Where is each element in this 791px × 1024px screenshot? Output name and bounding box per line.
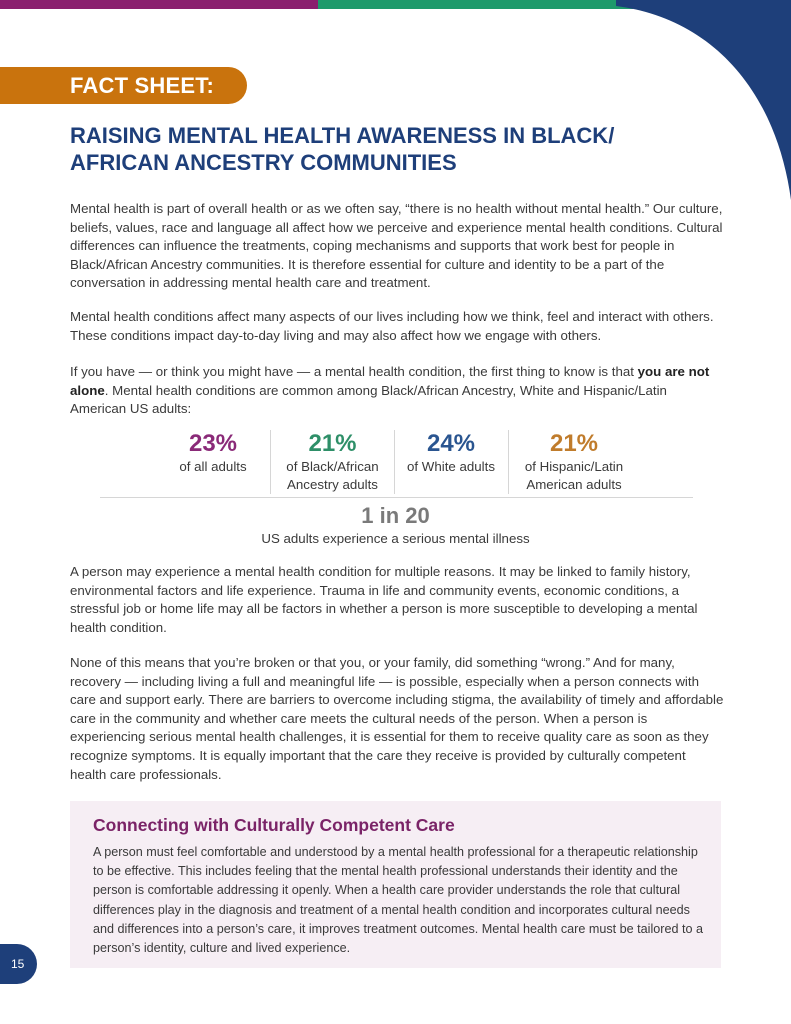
callout-title: Connecting with Culturally Competent Care	[93, 815, 455, 835]
title-line-1: RAISING MENTAL HEALTH AWARENESS IN BLACK/	[70, 123, 615, 148]
not-alone-text-start: If you have — or think you might have — a mental health condition, the first thing to know is that	[70, 364, 634, 379]
intro-paragraph: Mental health is part of overall health or as we often say, “there is no health without mental health.” Our culture, beliefs, values, race and language all affect how we perceive and experience mental health conditions. Cultural differences can influence the treatments, coping mechanisms and supports that work best for people in Black/African Ancestry communities. It is therefore essential for culture and identity to be a part of the conversation in addressing mental health care and treatment.	[70, 201, 723, 291]
stat-label: of Hispanic/Latin	[524, 459, 624, 474]
stats-divider	[100, 497, 693, 498]
not-alone-text-end: . Mental health conditions are common among Black/African Ancestry, White and Hispanic/Latin American US adults:	[70, 382, 667, 417]
stat-value: 24%	[426, 430, 476, 457]
conditions-paragraph: Mental health conditions affect many aspects of our lives including how we think, feel and interact with others. These conditions impact day-to-day living and may also affect how we engage with others.	[70, 309, 714, 343]
not-alone-paragraph	[70, 363, 725, 419]
not-alone-emphasis: you are not alone	[70, 364, 710, 398]
stat-black-african-adults	[272, 430, 393, 494]
serious-illness-stat: 1 in 20	[361, 503, 430, 528]
culturally-competent-care-callout	[70, 801, 721, 968]
stat-label-line-2: American adults	[526, 477, 622, 492]
page-title	[70, 122, 680, 176]
prevalence-stats	[158, 430, 638, 494]
stat-divider	[270, 430, 271, 494]
stat-white-adults	[395, 430, 507, 476]
fact-sheet-banner: FACT SHEET:	[0, 67, 247, 104]
serious-illness-label: US adults experience a serious mental illness	[261, 531, 530, 546]
stat-label: of White adults	[407, 459, 495, 474]
stat-label: of all adults	[179, 459, 247, 474]
title-line-2: AFRICAN ANCESTRY COMMUNITIES	[70, 150, 457, 175]
stat-label-line-2: Ancestry adults	[287, 477, 378, 492]
top-stripe-purple	[0, 0, 318, 9]
stat-value: 23%	[188, 430, 238, 457]
stat-value: 21%	[308, 430, 357, 457]
page-number: 15	[0, 944, 37, 984]
stat-value: 21%	[549, 430, 599, 457]
recovery-paragraph: None of this means that you’re broken or that you, or your family, did something “wrong.” And for many, recovery — including living a full and meaningful life — is possible, especially when a person connects with care and support early. There are barriers to overcome including stigma, the availability of timely and affordable care in the community and whether care meets the cultural needs of the person. When a person is experiencing serious mental health challenges, it is essential for them to receive quality care as soon as they recognize symptoms. It is equally important that the care they receive is provided by culturally competent health care professionals.	[70, 655, 724, 782]
top-stripe-green	[318, 0, 633, 9]
stat-all-adults	[158, 430, 268, 476]
reasons-paragraph: A person may experience a mental health condition for multiple reasons. It may be linked to family history, environmental factors and life experience. Trauma in life and community events, economic conditions, a stressful job or home life may all be factors in whether a person is more susceptible to developing a mental health condition.	[70, 564, 698, 635]
callout-text: A person must feel comfortable and understood by a mental health professional for a therapeutic relationship to be effective. This includes feeling that the mental health professional understands their identity and the person is comfortable addressing it openly. When a health care provider understands the role that cultural differences play in the diagnosis and treatment of a mental health condition and incorporates cultural needs and differences into a person’s care, it improves treatment outcomes. Mental health care must be tailored to a person’s identity, culture and lived experience.	[93, 845, 703, 956]
stat-hispanic-latin-adults	[508, 430, 640, 494]
stat-label: of Black/African	[286, 459, 379, 474]
